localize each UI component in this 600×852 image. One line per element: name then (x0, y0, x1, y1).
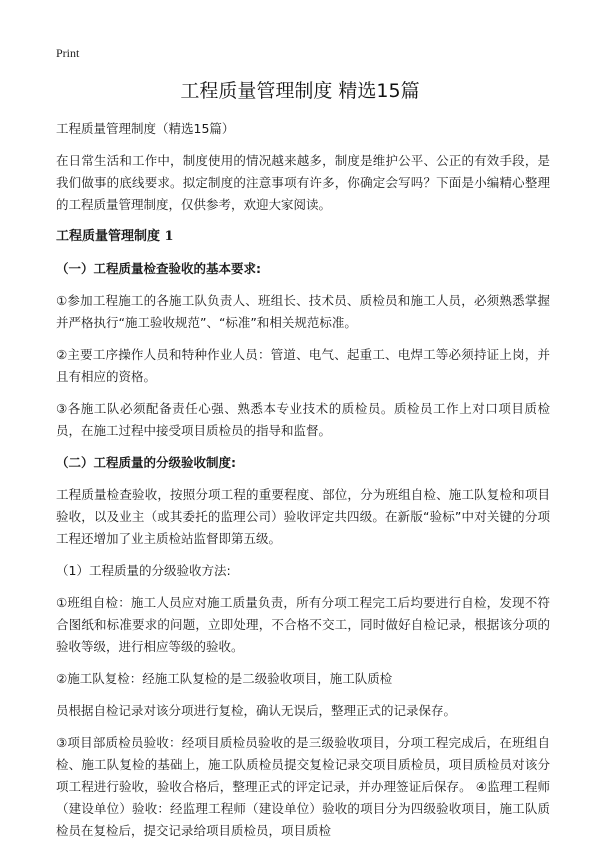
part2-item: 员根据自检记录对该分项进行复检，确认无误后，整理正式的记录保存。 (56, 703, 457, 718)
part1-heading: （一）工程质量检查验收的基本要求: (56, 261, 261, 276)
part2-intro: 工程质量检查验收，按照分项工程的重要程度、部位，分为班组自检、施工队复检和项目验收，以及业主（或其委托的监理公司）验收评定共四级。在新版“验标”中对关键的分项工程还增加了业主质检站监督即第五级。 (56, 487, 550, 546)
document-body (56, 118, 550, 852)
document-title: 工程质量管理制度 精选15篇 (180, 80, 420, 102)
intro-paragraph: 在日常生活和工作中，制度使用的情况越来越多，制度是维护公平、公正的有效手段，是我们做事的底线要求。拟定制度的注意事项有许多，你确定会写吗？下面是小编精心整理的工程质量管理制度，仅供参考，欢迎大家阅读。 (56, 153, 550, 212)
part2-item: ①班组自检：施工人员应对施工质量负责，所有分项工程完工后均要进行自检，发现不符合图纸和标准要求的问题，立即处理，不合格不交工，同时做好自检记录，根据该分项的验收等级，进行相应等级的验收。 (56, 595, 550, 654)
document-subtitle: 工程质量管理制度（精选15篇） (56, 121, 235, 136)
print-link[interactable]: Print (56, 46, 80, 60)
part2-item: ③项目部质检员验收：经项目质检员验收的是三级验收项目，分项工程完成后，在班组自检、施工队复检的基础上，施工队质检员提交复检记录交项目质检员，项目质检员对该分项工程进行验收，验收合格后，整理正式的评定记录，并办理签证后保存。 ④监理工程师（建设单位）验收：经监理工程师（建设单位）验收的项目分为四级验收项目，施工队质检员在复检后，提交记录给项目质检员，项目质检 (56, 735, 550, 838)
part1-item: ③各施工队必须配备责任心强、熟悉本专业技术的质检员。质检员工作上对口项目质检员，在施工过程中接受项目质检员的指导和监督。 (56, 401, 550, 438)
part2-heading: （二）工程质量的分级验收制度: (56, 455, 236, 470)
part2-item: ②施工队复检：经施工队复检的是二级验收项目，施工队质检 (56, 671, 393, 686)
part1-item: ②主要工序操作人员和特种作业人员：管道、电气、起重工、电焊工等必须持证上岗，并且有相应的资格。 (56, 347, 550, 384)
part1-item: ①参加工程施工的各施工队负责人、班组长、技术员、质检员和施工人员，必须熟悉掌握并严格执行“施工验收规范”、“标准”和相关规范标准。 (56, 293, 550, 330)
section-heading: 工程质量管理制度 1 (56, 229, 174, 244)
part2-method-heading: （1）工程质量的分级验收方法: (56, 563, 231, 578)
